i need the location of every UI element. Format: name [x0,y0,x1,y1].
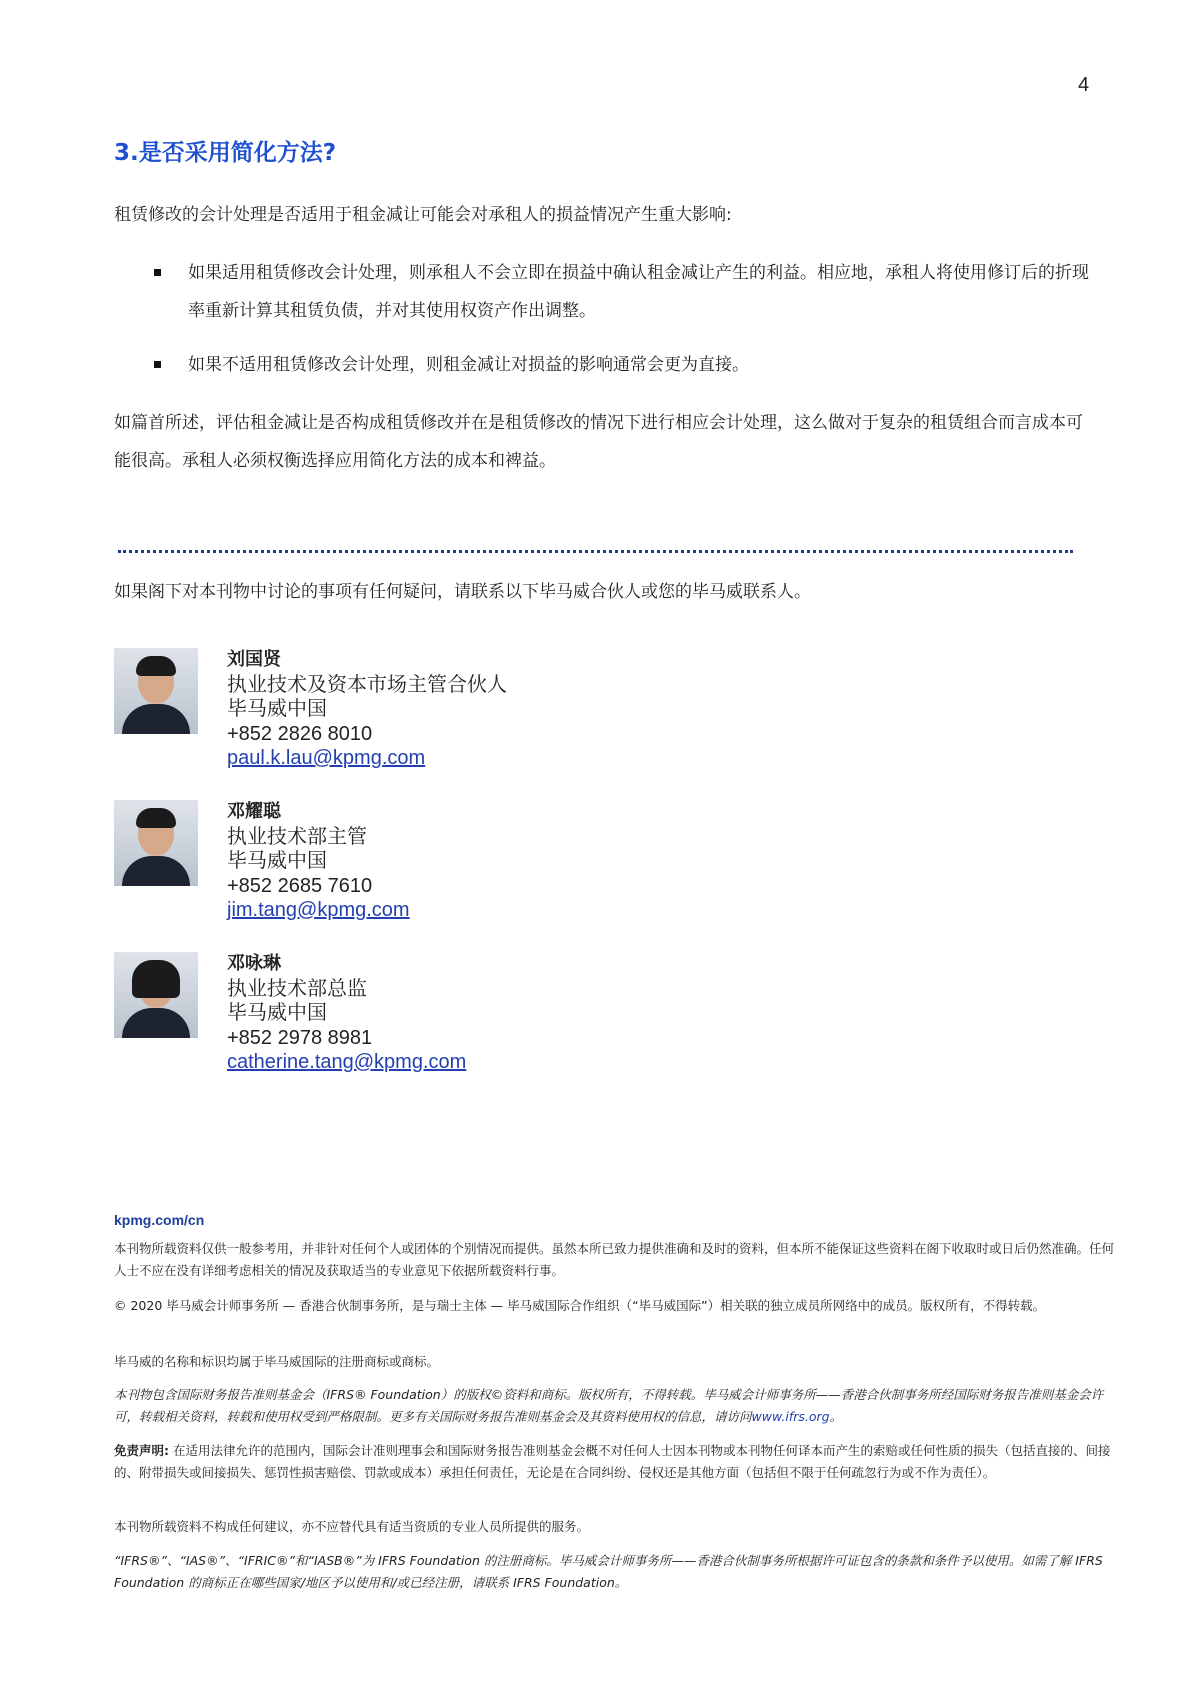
contact-intro: 如果阁下对本刊物中讨论的事项有任何疑问，请联系以下毕马威合伙人或您的毕马威联系人。 [114,582,811,602]
contact-company: 毕马威中国 [227,850,327,872]
contact-email-link[interactable]: paul.k.lau@kpmg.com [227,747,426,769]
bullet-item [150,346,1090,384]
section-heading: 3.是否采用简化方法? [114,140,337,166]
contact-email-link[interactable]: jim.tang@kpmg.com [227,899,410,921]
page-number: 4 [1078,74,1090,96]
contact-phone: +852 2685 7610 [227,874,373,897]
footer-disclaimer: 本刊物所载资料仅供一般参考用，并非针对任何个人或团体的个别情况而提供。虽然本所已致力提供准确和及时的资料，但本所不能保证这些资料在阁下收取时或日后仍然准确。任何人士不应在没有详细考虑相关的情况及获取适当的专业意见下依据所载资料行事。 [114,1241,1115,1278]
contact-name: 邓咏琳 [227,953,281,974]
bullet-text: 如果不适用租赁修改会计处理，则租金减让对损益的影响通常会更为直接。 [188,355,749,375]
bullet-item [150,254,1090,330]
contact-card [114,952,814,1082]
ifrs-link[interactable]: www.ifrs.org [751,1409,830,1424]
contact-title: 执业技术及资本市场主管合伙人 [227,673,507,696]
contact-photo [114,648,198,734]
intro-paragraph: 租赁修改的会计处理是否适用于租金减让可能会对承租人的损益情况产生重大影响: [114,205,732,225]
bullet-text: 如果适用租赁修改会计处理，则承租人不会立即在损益中确认租金减让产生的利益。相应地，承租人将使用修订后的折现率重新计算其租赁负债，并对其使用权资产作出调整。 [188,263,1089,321]
contact-name: 邓耀聪 [227,801,281,822]
contact-company: 毕马威中国 [227,1002,327,1024]
contact-card [114,800,814,930]
footer-copyright: © 2020 毕马威会计师事务所 — 香港合伙制事务所，是与瑞士主体 — 毕马威国际合作组织（“毕马威国际”）相关联的独立成员所网络中的成员。版权所有，不得转载。 [114,1298,1046,1313]
contact-title: 执业技术部总监 [227,977,367,1000]
contact-company: 毕马威中国 [227,698,327,720]
contact-title: 执业技术部主管 [227,825,367,848]
contact-phone: +852 2826 8010 [227,722,373,745]
contact-name: 刘国贤 [227,649,281,670]
footer-no-advice: 本刊物所载资料不构成任何建议，亦不应替代具有适当资质的专业人员所提供的服务。 [114,1519,590,1534]
liability-text: 在适用法律允许的范围内，国际会计准则理事会和国际财务报告准则基金会概不对任何人士因本刊物或本刊物任何译本而产生的索赔或任何性质的损失（包括直接的、间接的、附带损失或间接损失、惩罚性损害赔偿、罚款或成本）承担任何责任，无论是在合同纠纷、侵权还是其他方面（包括但不限于任何疏忽行为或不作为责任）。 [114,1443,1111,1480]
bullet-icon [154,361,161,368]
liability-label: 免责声明: [114,1443,169,1458]
footer-liability [114,1440,1124,1484]
footer-ifrs-copyright: 本刊物包含国际财务报告准则基金会（IFRS® Foundation）的版权©资料和商标。版权所有，不得转载。毕马威会计师事务所——香港合伙制事务所经国际财务报告准则基金会许可，转载相关资料，转载和使用权受到严格限制。更多有关国际财务报告准则基金会及其资料使用权的信息，请访问www.ifrs.org。 [114,1387,1104,1424]
footer-trademark: 毕马威的名称和标识均属于毕马威国际的注册商标或商标。 [114,1354,440,1369]
ifrs-copyright-text: 本刊物包含国际财务报告准则基金会（IFRS® Foundation）的版权©资料和商标。版权所有，不得转载。毕马威会计师事务所——香港合伙制事务所经国际财务报告准则基金会许可，转载相关资料，转载和使用权受到严格限制。更多有关国际财务报告准则基金会及其资料使用权的信息，请访问 [114,1387,1104,1424]
contact-photo [114,952,198,1038]
conclusion-paragraph: 如篇首所述，评估租金减让是否构成租赁修改并在是租赁修改的情况下进行相应会计处理，这么做对于复杂的租赁组合而言成本可能很高。承租人必须权衡选择应用简化方法的成本和裨益。 [114,413,1083,471]
contact-card [114,648,814,778]
bullet-icon [154,269,161,276]
contact-phone: +852 2978 8981 [227,1026,373,1049]
kpmg-site-link[interactable]: kpmg.com/cn [114,1212,205,1228]
contact-email-link[interactable]: catherine.tang@kpmg.com [227,1051,467,1073]
contact-photo [114,800,198,886]
dotted-divider [118,550,1073,553]
footer-ifrs-trademarks: “IFRS®”、“IAS®”、“IFRIC®”和“IASB®”为 IFRS Foundation 的注册商标。毕马威会计师事务所——香港合伙制事务所根据许可证包含的条款和条件予以使用。如需了解 IFRS Foundation 的商标正在哪些国家/地区予以使用和/或已经注册，请联系 IFRS Foundation。 [114,1553,1103,1590]
